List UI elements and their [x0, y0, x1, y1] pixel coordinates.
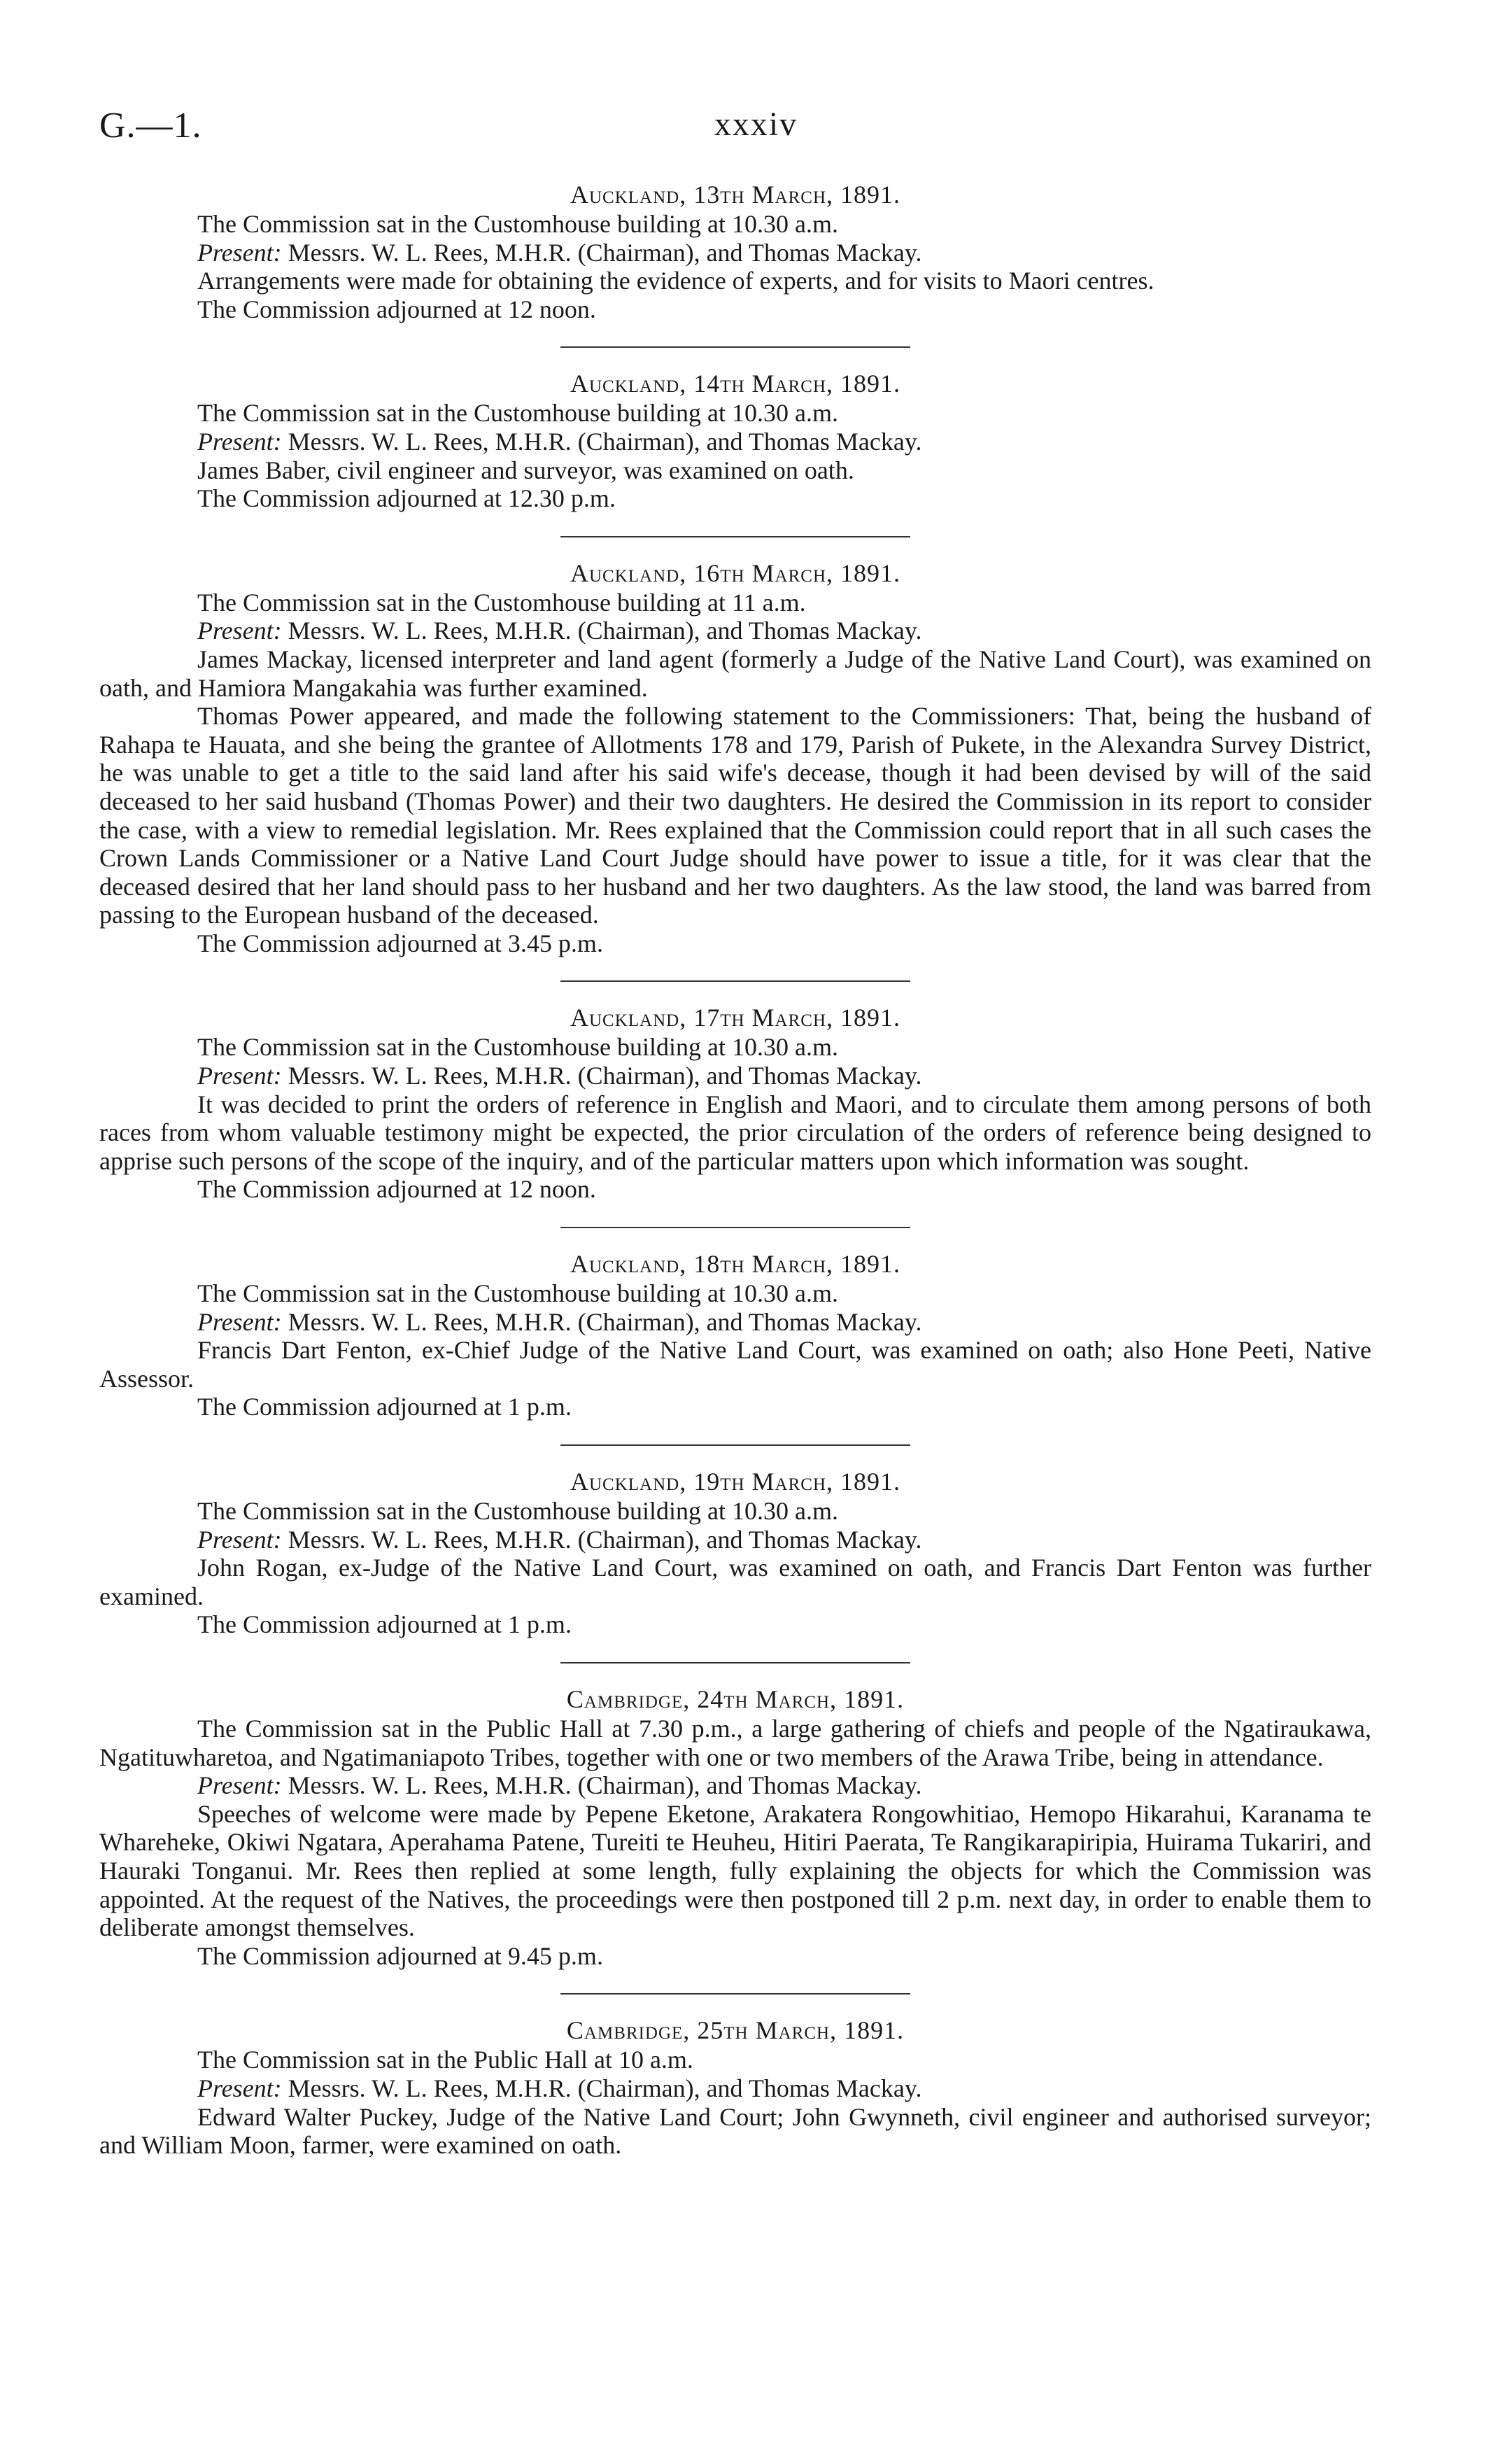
- sitting-line: The Commission sat in the Customhouse building at 10.30 a.m.: [197, 1033, 838, 1062]
- proceedings-paragraph: Edward Walter Puckey, Judge of the Native Land Court; John Gwynneth, civil engineer and authorised surveyor; and William Moon, farmer, were examined on oath.: [99, 2102, 1371, 2160]
- present-line: [99, 617, 1371, 645]
- minute-entry: [99, 1250, 1371, 1421]
- sitting-line: The Commission sat in the Customhouse building at 11 a.m.: [197, 588, 806, 617]
- sitting-line: The Commission sat in the Public Hall at 7.30 p.m., a large gathering of chiefs and people of the Ngatiraukawa, Ngatituwharetoa, and Ngatimaniapoto Tribes, together with one or two members of the Arawa Tribe, being in attendance.: [99, 1714, 1371, 1771]
- adjournment-line: The Commission adjourned at 12 noon.: [197, 295, 596, 323]
- present-line: [99, 1308, 1371, 1337]
- proceedings-paragraph: Speeches of welcome were made by Pepene Eketone, Arakatera Rongowhitiao, Hemopo Hikarahui, Karanama te Whareheke, Okiwi Ngatara, Aperahama Patene, Tureiti te Heuheu, Hitiri Paerata, Te Rangikarapiripia, Huirama Tukariri, and Hauraki Tonganui. Mr. Rees then replied at some length, fully explaining the objects for which the Commission was appointed. At the request of the Natives, the proceedings were then postponed till 2 p.m. next day, in order to enable them to deliberate amongst themselves.: [99, 1799, 1371, 1942]
- sitting-line: The Commission sat in the Customhouse building at 10.30 a.m.: [197, 399, 838, 428]
- minute-entry: [99, 559, 1371, 958]
- adjournment-line: The Commission adjourned at 12.30 p.m.: [197, 484, 616, 513]
- present-label: Present:: [197, 1062, 282, 1090]
- minute-entry: [99, 2016, 1371, 2159]
- proceedings-paragraph: James Mackay, licensed interpreter and land agent (formerly a Judge of the Native Land Court), was examined on oath, and Hamiora Mangakahia was further examined.: [99, 645, 1371, 702]
- present-label: Present:: [197, 2074, 282, 2102]
- present-label: Present:: [197, 1307, 282, 1336]
- proceedings-paragraph: Thomas Power appeared, and made the following statement to the Commissioners: That, being the husband of Rahapa te Hauata, and she being the grantee of Allotments 178 and 179, Parish of Pukete, in the Alexandra Survey District, he was unable to get a title to the said land after his said wife's decease, though it had been devised by will of the said deceased to her said husband (Thomas Power) and their two daughters. He desired the Commission in its report to consider the case, with a view to remedial legislation. Mr. Rees explained that the Commission could report that in all such cases the Crown Lands Commissioner or a Native Land Court Judge should have power to issue a title, for it was clear that the deceased desired that her land should pass to her husband and her two daughters. As the law stood, the land was barred from passing to the European husband of the deceased.: [99, 702, 1371, 929]
- section-divider: [560, 980, 910, 982]
- entry-heading: Cambridge, 24th March, 1891.: [566, 1684, 905, 1713]
- entry-heading: Auckland, 18th March, 1891.: [570, 1250, 900, 1279]
- entry-heading: Auckland, 16th March, 1891.: [570, 558, 900, 587]
- present-label: Present:: [197, 238, 282, 267]
- section-divider: [560, 1444, 910, 1446]
- present-members: Messrs. W. L. Rees, M.H.R. (Chairman), and Thomas Mackay.: [281, 1062, 922, 1090]
- present-line: [99, 428, 1371, 456]
- present-members: Messrs. W. L. Rees, M.H.R. (Chairman), and Thomas Mackay.: [281, 238, 922, 267]
- present-line: [99, 239, 1371, 267]
- present-label: Present:: [197, 1525, 282, 1554]
- present-line: [99, 1062, 1371, 1090]
- adjournment-line: The Commission adjourned at 3.45 p.m.: [197, 929, 603, 957]
- sitting-line: The Commission sat in the Customhouse building at 10.30 a.m.: [197, 1497, 838, 1525]
- section-divider: [560, 1662, 910, 1663]
- proceedings-paragraph: Francis Dart Fenton, ex-Chief Judge of the Native Land Court, was examined on oath; also Hone Peeti, Native Assessor.: [99, 1336, 1371, 1393]
- entry-heading: Auckland, 17th March, 1891.: [570, 1004, 900, 1032]
- present-members: Messrs. W. L. Rees, M.H.R. (Chairman), and Thomas Mackay.: [281, 1525, 922, 1554]
- present-line: [99, 1771, 1371, 1800]
- entry-heading: Auckland, 13th March, 1891.: [570, 181, 900, 209]
- minute-entry: [99, 1004, 1371, 1204]
- present-members: Messrs. W. L. Rees, M.H.R. (Chairman), and Thomas Mackay.: [281, 1307, 922, 1336]
- present-members: Messrs. W. L. Rees, M.H.R. (Chairman), and Thomas Mackay.: [281, 1771, 922, 1800]
- document-reference: G.—1.: [99, 106, 202, 146]
- present-label: Present:: [197, 617, 282, 645]
- section-divider: [560, 1227, 910, 1228]
- section-divider: [560, 346, 910, 348]
- minute-entry: [99, 370, 1371, 512]
- minute-entry: [99, 181, 1371, 323]
- adjournment-line: The Commission adjourned at 12 noon.: [197, 1175, 596, 1204]
- present-label: Present:: [197, 1771, 282, 1800]
- entry-heading: Auckland, 19th March, 1891.: [570, 1468, 900, 1496]
- section-divider: [560, 1993, 910, 1995]
- sitting-line: The Commission sat in the Customhouse building at 10.30 a.m.: [197, 1279, 838, 1308]
- proceedings-paragraph: James Baber, civil engineer and surveyor, was examined on oath.: [197, 456, 854, 484]
- minute-entry: [99, 1685, 1371, 1970]
- present-members: Messrs. W. L. Rees, M.H.R. (Chairman), and Thomas Mackay.: [281, 617, 922, 645]
- proceedings-paragraph: It was decided to print the orders of reference in English and Maori, and to circulate them among persons of both races from whom valuable testimony might be expected, the prior circulation of the orders of reference being designed to apprise such persons of the scope of the inquiry, and of the particular matters upon which information was sought.: [99, 1090, 1371, 1175]
- present-line: [99, 1526, 1371, 1554]
- entry-heading: Auckland, 14th March, 1891.: [570, 370, 900, 398]
- section-divider: [560, 536, 910, 537]
- present-members: Messrs. W. L. Rees, M.H.R. (Chairman), and Thomas Mackay.: [281, 427, 922, 456]
- adjournment-line: The Commission adjourned at 1 p.m.: [197, 1610, 572, 1639]
- present-members: Messrs. W. L. Rees, M.H.R. (Chairman), and Thomas Mackay.: [281, 2074, 922, 2102]
- present-label: Present:: [197, 427, 282, 456]
- adjournment-line: The Commission adjourned at 9.45 p.m.: [197, 1941, 603, 1970]
- minutes-body: [99, 181, 1371, 2160]
- sitting-line: The Commission sat in the Customhouse building at 10.30 a.m.: [197, 210, 838, 238]
- proceedings-paragraph: Arrangements were made for obtaining the evidence of experts, and for visits to Maori centres.: [197, 267, 1154, 295]
- proceedings-paragraph: John Rogan, ex-Judge of the Native Land Court, was examined on oath, and Francis Dart Fenton was further examined.: [99, 1554, 1371, 1610]
- sitting-line: The Commission sat in the Public Hall at 10 a.m.: [197, 2046, 693, 2074]
- page-number: xxxiv: [714, 106, 798, 143]
- minute-entry: [99, 1468, 1371, 1639]
- adjournment-line: The Commission adjourned at 1 p.m.: [197, 1393, 572, 1421]
- present-line: [99, 2074, 1371, 2103]
- entry-heading: Cambridge, 25th March, 1891.: [566, 2016, 905, 2045]
